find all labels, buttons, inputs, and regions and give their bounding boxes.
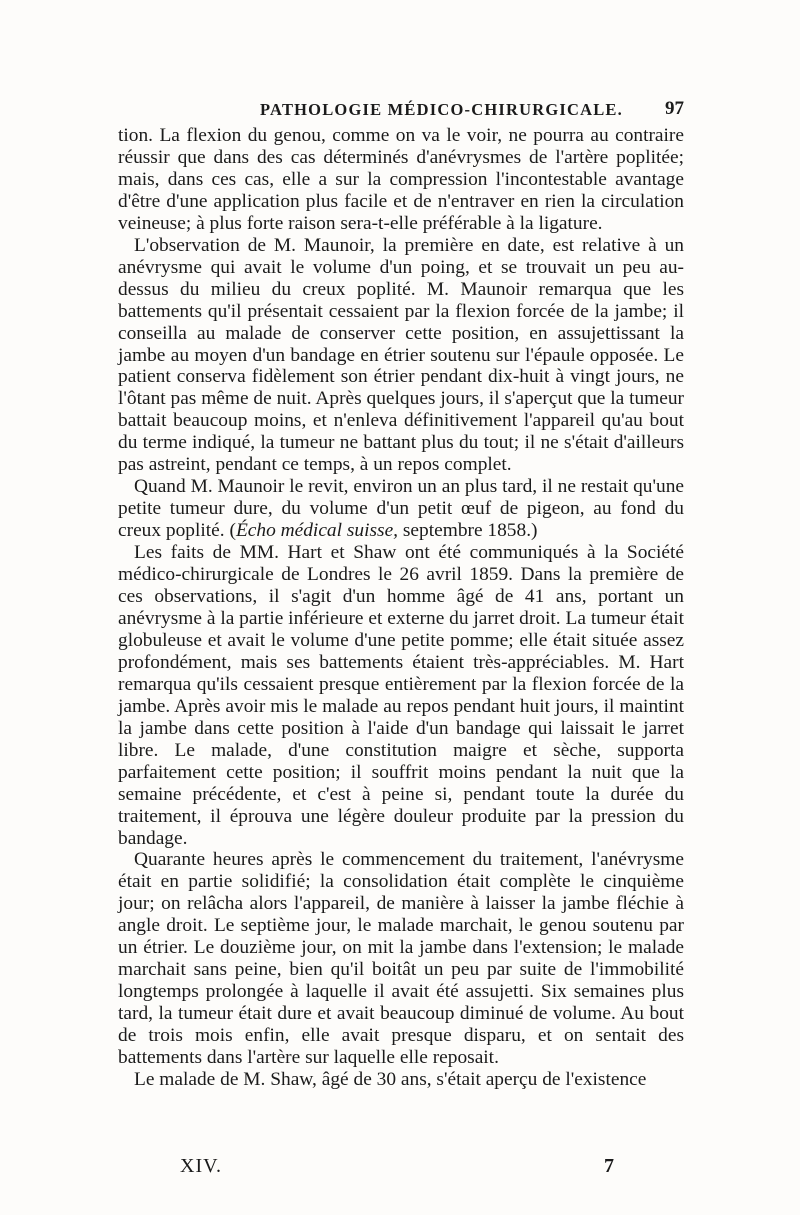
running-head-title: PATHOLOGIE MÉDICO-CHIRURGICALE. (260, 100, 623, 119)
citation-date: septembre 1858.) (402, 520, 538, 542)
page-number: 97 (665, 98, 684, 119)
signature-mark: XIV. (180, 1155, 222, 1177)
paragraph-maunoir-observation: L'observation de M. Maunoir, la première en date, est relative à un anévrysme qui avait le volume d'un poing, et se trouvait un peu au-dessus du milieu du creux poplité. M. Maunoir remarqua que les battements qu'il présentait cessaient par la flexion forcée de la jambe; il conseilla au malade de conserver cette position, en assujettissant la jambe au moyen d'un bandage en étrier soutenu sur l'épaule opposée. Le patient conserva fidèlement son étrier pendant dix-huit à vingt jours, ne l'ôtant pas même de nuit. Après quelques jours, il s'aperçut que la tumeur battait beaucoup moins, et n'enleva définitivement l'appareil qu'au bout du terme indiqué, la tumeur ne battant plus du tout; il ne s'était d'ailleurs pas astreint, pendant ce temps, à un repos complet. (118, 234, 684, 476)
paragraph-text: Quand M. Maunoir le revit, environ un an plus tard, il ne restait qu'une petite tumeur dure, du volume d'un petit œuf de pigeon, au fond du creux poplité. (118, 476, 684, 542)
body-text (118, 125, 684, 1091)
paragraph-shaw-patient: Le malade de M. Shaw, âgé de 30 ans, s'était aperçu de l'existence (134, 1068, 647, 1090)
paragraph-hart-shaw: Les faits de MM. Hart et Shaw ont été communiqués à la Société médico-chirurgicale de Londres le 26 avril 1859. Dans la première de ces observations, il s'agit d'un homme âgé de 41 ans, portant un anévrysme à la partie inférieure et externe du jarret droit. La tumeur était globuleuse et avait le volume d'une petite pomme; elle était située assez profondément, mais ses battements étaient très-appréciables. M. Hart remarqua qu'ils cessaient presque entièrement par la flexion forcée de la jambe. Après avoir mis le malade au repos pendant huit jours, il maintint la jambe dans cette position à l'aide d'un bandage qui laissait le jarret libre. Le malade, d'une constitution maigre et sèche, supporta parfaitement cette position; il souffrit moins pendant la nuit que la semaine précédente, et c'est à peine si, pendant toute la durée du traitement, il éprouva une légère douleur produite par la pression du bandage. (118, 542, 684, 849)
paragraph-treatment-course: Quarante heures après le commencement du traitement, l'anévrysme était en partie solidifié; la consolidation était complète le cinquième jour; on relâcha alors l'appareil, de manière à laisser la jambe fléchie à angle droit. Le septième jour, le malade marchait, le genou soutenu par un étrier. Le douzième jour, on mit la jambe dans l'extension; le malade marchait sans peine, bien qu'il boitât un peu par suite de l'immobilité longtemps prolongée à laquelle il avait été assujetti. Six semaines plus tard, la tumeur était dure et avait beaucoup diminué de volume. Au bout de trois mois enfin, elle avait presque disparu, et on sentait des battements dans l'artère sur laquelle elle reposait. (118, 849, 684, 1069)
folio-mark: 7 (604, 1155, 614, 1177)
paragraph-maunoir-outcome (118, 476, 684, 542)
running-head (118, 98, 684, 124)
citation-source: Écho médical suisse, (235, 520, 399, 542)
citation-open: ( (224, 520, 236, 542)
paragraph-continued: tion. La flexion du genou, comme on va le voir, ne pourra au contraire réussir que dans des cas déterminés d'anévrysmes de l'artère poplitée; mais, dans ces cas, elle a sur la compression l'incontestable avantage d'être d'une application plus facile et de n'entraver en rien la circulation veineuse; à plus forte raison sera-t-elle préférable à la ligature. (118, 125, 684, 234)
